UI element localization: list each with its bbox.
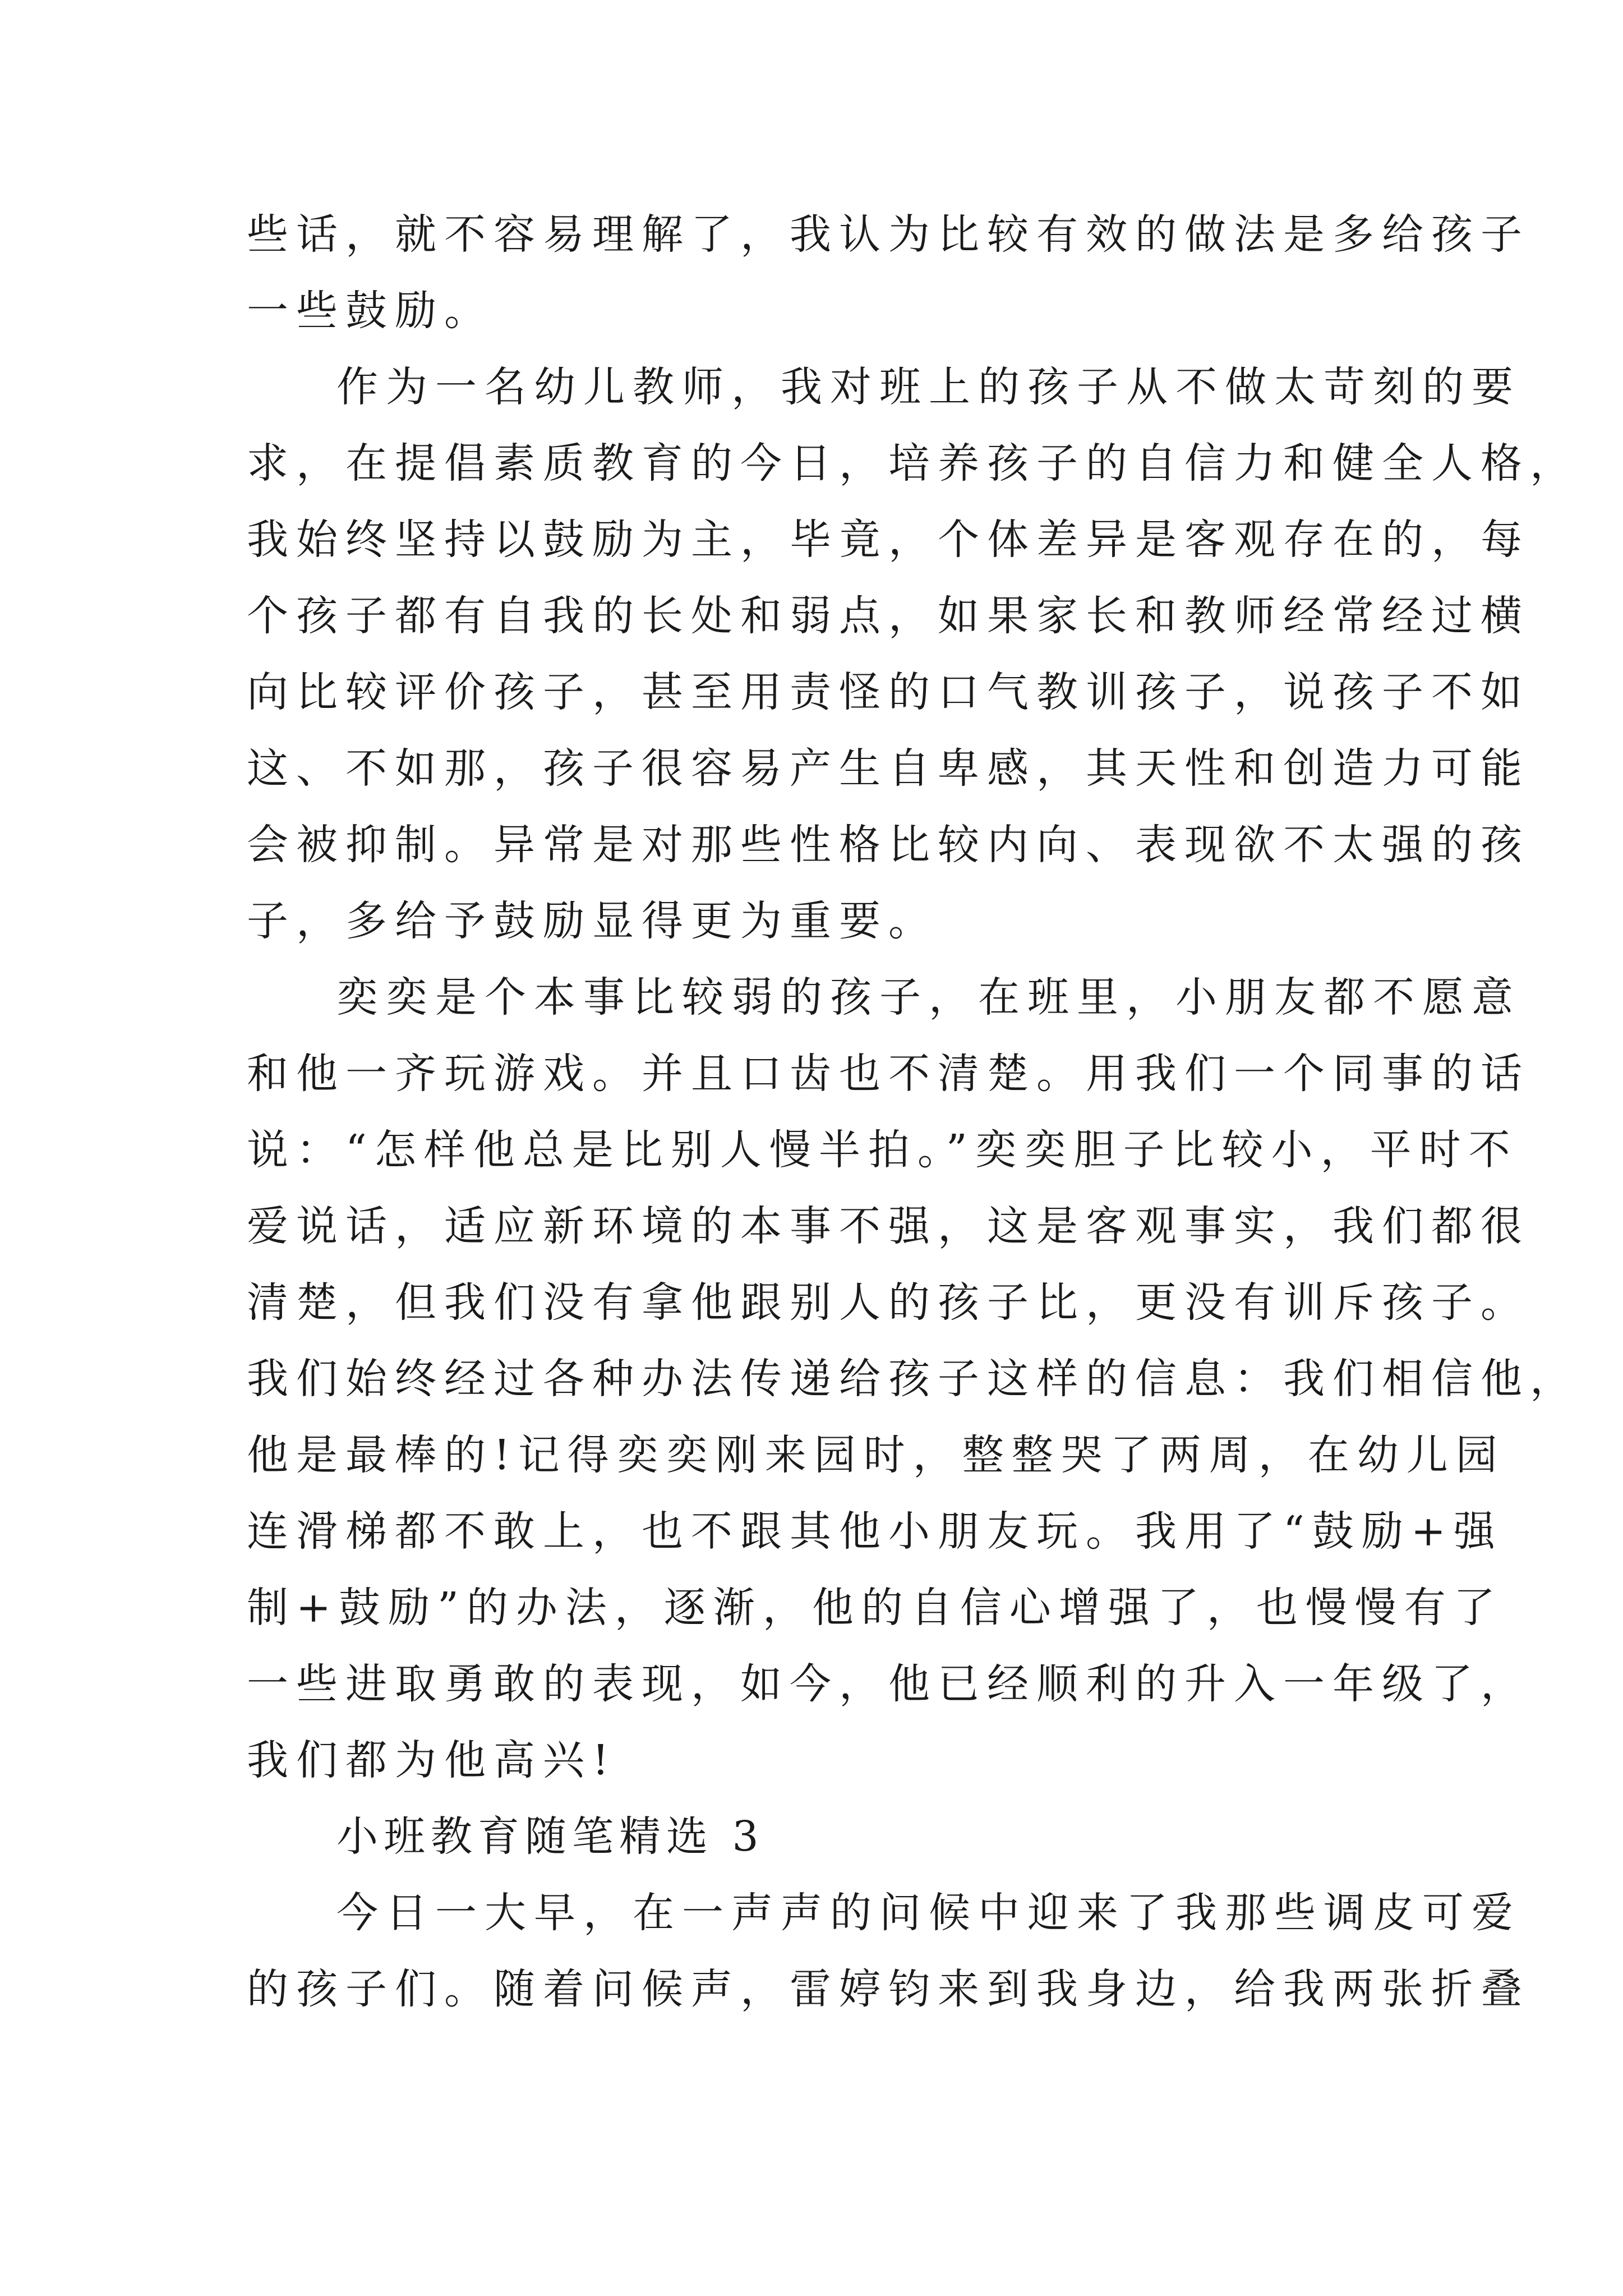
text-line: 制+鼓励”的办法，逐渐，他的自信心增强了，也慢慢有了 <box>247 1584 1503 1632</box>
text-line: 爱说话，适应新环境的本事不强，这是客观事实，我们都很 <box>247 1202 1530 1250</box>
text-line: 我们始终经过各种办法传递给孩子这样的信息：我们相信他， <box>247 1355 1579 1403</box>
text-line: 一些鼓励。 <box>247 287 494 335</box>
text-line: 他是最棒的!记得奕奕刚来园时，整整哭了两周，在幼儿园 <box>247 1431 1505 1479</box>
text-line: 子，多给予鼓励显得更为重要。 <box>247 897 938 945</box>
section-heading: 小班教育随笔精选 3 <box>336 1812 764 1861</box>
text-line: 个孩子都有自我的长处和弱点，如果家长和教师经常经过横 <box>247 592 1530 640</box>
text-line: 会被抑制。异常是对那些性格比较内向、表现欲不太强的孩 <box>247 821 1530 869</box>
text-line: 说：“怎样他总是比别人慢半拍。”奕奕胆子比较小，平时不 <box>247 1126 1518 1174</box>
paragraph-start-line: 作为一名幼儿教师，我对班上的孩子从不做太苛刻的要 <box>336 363 1521 411</box>
text-line: 向比较评价孩子，甚至用责怪的口气教训孩子，说孩子不如 <box>247 668 1530 716</box>
text-line: 我们都为他高兴! <box>247 1736 617 1784</box>
text-line: 求，在提倡素质教育的今日，培养孩子的自信力和健全人格， <box>247 439 1579 487</box>
text-line: 和他一齐玩游戏。并且口齿也不清楚。用我们一个同事的话 <box>247 1050 1530 1098</box>
document-body <box>247 196 1579 2027</box>
text-line: 这、不如那，孩子很容易产生自卑感，其天性和创造力可能 <box>247 744 1530 793</box>
paragraph-start-line: 今日一大早，在一声声的问候中迎来了我那些调皮可爱 <box>336 1889 1521 1937</box>
text-line: 些话，就不容易理解了，我认为比较有效的做法是多给孩子 <box>247 210 1530 259</box>
paragraph-start-line: 奕奕是个本事比较弱的孩子，在班里，小朋友都不愿意 <box>336 973 1521 1022</box>
text-line: 的孩子们。随着问候声，雷婷钧来到我身边，给我两张折叠 <box>247 1965 1530 2013</box>
text-line: 清楚，但我们没有拿他跟别人的孩子比，更没有训斥孩子。 <box>247 1278 1530 1327</box>
text-line: 一些进取勇敢的表现，如今，他已经顺利的升入一年级了， <box>247 1660 1530 1708</box>
text-line: 我始终坚持以鼓励为主，毕竟，个体差异是客观存在的，每 <box>247 516 1530 564</box>
text-line: 连滑梯都不敢上，也不跟其他小朋友玩。我用了“鼓励+强 <box>247 1507 1503 1556</box>
